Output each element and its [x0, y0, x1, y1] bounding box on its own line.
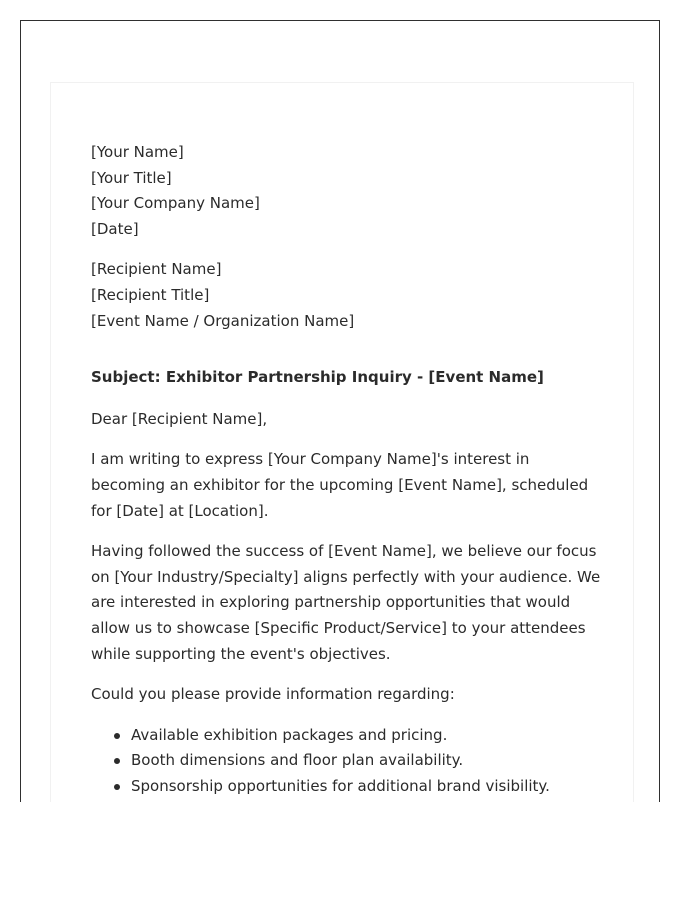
body-paragraph: Having followed the success of [Event Name], we believe our focus on [Your Industry/Specialty] aligns perfectly with your audience. We are interested in exploring partnership opportunities that would allow us to showcase [Specific Product/Service] to your attendees while supporting the event's objectives. [91, 542, 601, 663]
letter-page [50, 82, 634, 802]
list-item: Booth dimensions and floor plan availability. [131, 748, 601, 774]
sender-name: [Your Name] [91, 143, 184, 161]
list-item: Available exhibition packages and pricing. [131, 723, 601, 749]
body-paragraph: I am writing to express [Your Company Name]'s interest in becoming an exhibitor for the upcoming [Event Name], scheduled for [Date] at [Location]. [91, 450, 589, 520]
body-paragraph: Could you please provide information regarding: [91, 685, 455, 704]
recipient-title: [Recipient Title] [91, 285, 210, 304]
recipient-block [91, 257, 601, 334]
sender-block [91, 140, 601, 242]
document-frame [20, 20, 660, 802]
recipient-organization: [Event Name / Organization Name] [91, 311, 355, 330]
list-item: Sponsorship opportunities for additional brand visibility. [131, 774, 601, 800]
recipient-name: [Recipient Name] [91, 260, 222, 279]
letter-date: [Date] [91, 219, 139, 238]
letter-subject: Subject: Exhibitor Partnership Inquiry - [Event Name] [91, 368, 544, 387]
salutation: Dear [Recipient Name], [91, 409, 268, 428]
sender-title: [Your Title] [91, 168, 172, 187]
letter-content [91, 140, 601, 799]
request-list [91, 723, 601, 800]
sender-company: [Your Company Name] [91, 194, 260, 213]
